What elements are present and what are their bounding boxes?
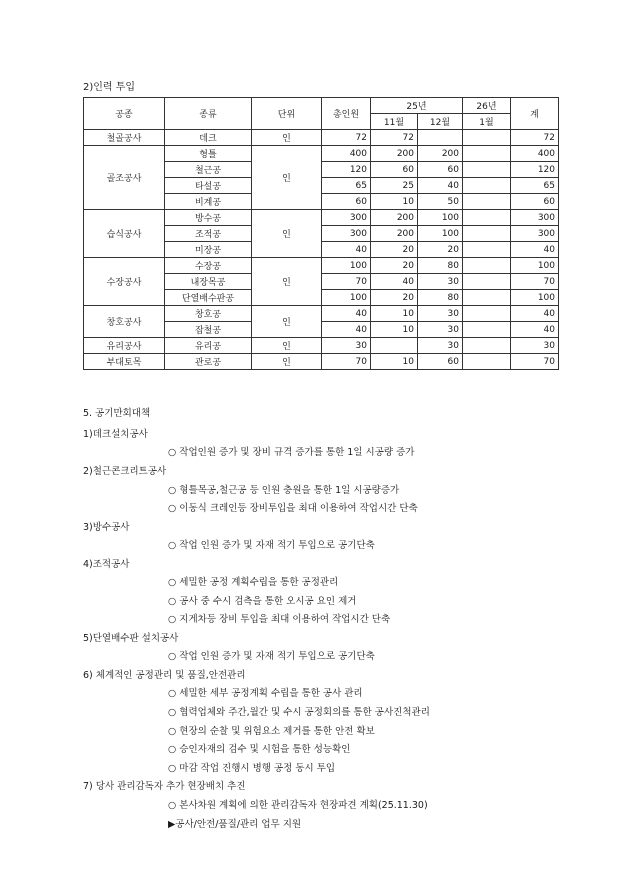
cell-total: 70 <box>322 274 371 290</box>
cell-dec: 100 <box>418 226 463 242</box>
cell-sum: 40 <box>511 306 559 322</box>
cell-nov: 200 <box>371 146 418 162</box>
cell-nov: 20 <box>371 290 418 306</box>
cell-type: 단열배수판공 <box>165 290 252 306</box>
cell-dec: 50 <box>418 194 463 210</box>
cell-type: 미장공 <box>165 242 252 258</box>
cell-total: 72 <box>322 130 371 146</box>
sub-bullet: ▶공사/안전/품질/관리 업무 지원 <box>168 819 302 830</box>
cell-sum: 70 <box>511 354 559 370</box>
bullet-item: ○ 작업인원 증가 및 장비 규격 증가를 통한 1일 시공량 증가 <box>168 447 415 458</box>
section-heading: 4)조적공사 <box>83 559 130 570</box>
bullet-item: ○ 작업 인원 증가 및 자재 적기 투입으로 공기단축 <box>168 540 375 551</box>
cell-dec: 40 <box>418 178 463 194</box>
cell-sum: 60 <box>511 194 559 210</box>
cell-dec: 30 <box>418 306 463 322</box>
cell-sum: 40 <box>511 322 559 338</box>
cell-sum: 72 <box>511 130 559 146</box>
cell-trade: 습식공사 <box>84 210 165 258</box>
cell-dec: 100 <box>418 210 463 226</box>
cell-sum: 30 <box>511 338 559 354</box>
bullet-item: ○ 지게차등 장비 투입을 최대 이용하여 작업시간 단축 <box>168 614 391 625</box>
cell-trade: 유리공사 <box>84 338 165 354</box>
section-heading: 3)방수공사 <box>83 522 130 533</box>
cell-type: 데크 <box>165 130 252 146</box>
cell-trade: 창호공사 <box>84 306 165 338</box>
bullet-item: ○ 본사차원 계획에 의한 관리감독자 현장파견 계획(25.11.30) <box>168 800 428 811</box>
cell-unit: 인 <box>252 258 322 306</box>
cell-sum: 300 <box>511 226 559 242</box>
cell-trade: 철골공사 <box>84 130 165 146</box>
header-nov: 11월 <box>371 114 418 130</box>
section-heading: 2)철근콘크리트공사 <box>83 466 167 477</box>
cell-type: 조적공 <box>165 226 252 242</box>
section-heading: 7) 당사 관리감독자 추가 현장배치 추진 <box>83 781 246 792</box>
cell-total: 400 <box>322 146 371 162</box>
bullet-item: ○ 이동식 크레인등 장비투입을 최대 이용하여 작업시간 단축 <box>168 503 418 514</box>
cell-trade: 부대토목 <box>84 354 165 370</box>
cell-trade: 골조공사 <box>84 146 165 210</box>
cell-dec: 80 <box>418 290 463 306</box>
bullet-item: ○ 형틀목공,철근공 등 인원 충원을 통한 1일 시공량증가 <box>168 485 400 496</box>
cell-dec: 20 <box>418 242 463 258</box>
cell-sum: 65 <box>511 178 559 194</box>
cell-unit: 인 <box>252 146 322 210</box>
cell-sum: 70 <box>511 274 559 290</box>
cell-nov: 25 <box>371 178 418 194</box>
header-trade: 공종 <box>84 98 165 130</box>
bullet-item: ○ 협력업체와 주간,월간 및 수시 공정회의를 통한 공사진척관리 <box>168 707 430 718</box>
cell-dec: 30 <box>418 322 463 338</box>
header-year-26: 26년 <box>463 98 511 114</box>
cell-sum: 40 <box>511 242 559 258</box>
cell-type: 타설공 <box>165 178 252 194</box>
cell-type: 수장공 <box>165 258 252 274</box>
cell-total: 300 <box>322 226 371 242</box>
cell-total: 60 <box>322 194 371 210</box>
bullet-item: ○ 공사 중 수시 검측을 통한 오시공 요인 제거 <box>168 596 357 607</box>
header-year-25: 25년 <box>371 98 463 114</box>
bullet-item: ○ 작업 인원 증가 및 자재 적기 투입으로 공기단축 <box>168 651 375 662</box>
section-heading: 5. 공기만회대책 <box>83 408 151 419</box>
bullet-item: ○ 승인자재의 검수 및 시험을 통한 성능확인 <box>168 744 351 755</box>
bullet-item: ○ 마감 작업 진행시 병행 공정 동시 투입 <box>168 763 336 774</box>
cell-total: 40 <box>322 322 371 338</box>
cell-nov: 10 <box>371 322 418 338</box>
bullet-item: ○ 세밀한 세부 공정계획 수립을 통한 공사 관리 <box>168 688 363 699</box>
cell-total: 30 <box>322 338 371 354</box>
cell-total: 100 <box>322 290 371 306</box>
cell-nov: 72 <box>371 130 418 146</box>
cell-unit: 인 <box>252 130 322 146</box>
cell-type: 방수공 <box>165 210 252 226</box>
cell-nov: 60 <box>371 162 418 178</box>
section-title: 2)인력 투입 <box>83 82 136 93</box>
header-sum: 계 <box>511 98 559 130</box>
header-unit: 단위 <box>252 98 322 130</box>
cell-dec: 30 <box>418 338 463 354</box>
cell-sum: 300 <box>511 210 559 226</box>
cell-total: 40 <box>322 242 371 258</box>
section-heading: 6) 체계적인 공정관리 및 품질,안전관리 <box>83 670 246 681</box>
cell-dec: 200 <box>418 146 463 162</box>
cell-unit: 인 <box>252 210 322 258</box>
cell-type: 내장목공 <box>165 274 252 290</box>
cell-unit: 인 <box>252 338 322 354</box>
cell-dec: 60 <box>418 162 463 178</box>
cell-total: 100 <box>322 258 371 274</box>
cell-type: 철근공 <box>165 162 252 178</box>
cell-sum: 100 <box>511 258 559 274</box>
cell-nov: 200 <box>371 226 418 242</box>
header-jan: 1월 <box>463 114 511 130</box>
cell-unit: 인 <box>252 354 322 370</box>
cell-total: 40 <box>322 306 371 322</box>
header-dec: 12월 <box>418 114 463 130</box>
cell-nov: 10 <box>371 194 418 210</box>
cell-type: 형틀 <box>165 146 252 162</box>
cell-dec: 60 <box>418 354 463 370</box>
cell-total: 70 <box>322 354 371 370</box>
cell-total: 65 <box>322 178 371 194</box>
bullet-item: ○ 현장의 순찰 및 위험요소 제거를 통한 안전 확보 <box>168 726 375 737</box>
cell-total: 120 <box>322 162 371 178</box>
section-heading: 1)데크설치공사 <box>83 429 148 440</box>
cell-type: 창호공 <box>165 306 252 322</box>
cell-trade: 수장공사 <box>84 258 165 306</box>
cell-sum: 100 <box>511 290 559 306</box>
cell-type: 유리공 <box>165 338 252 354</box>
cell-sum: 120 <box>511 162 559 178</box>
cell-nov: 20 <box>371 242 418 258</box>
cell-nov: 10 <box>371 354 418 370</box>
cell-type: 관로공 <box>165 354 252 370</box>
cell-dec: 30 <box>418 274 463 290</box>
section-heading: 5)단열배수판 설치공사 <box>83 633 179 644</box>
header-type: 종류 <box>165 98 252 130</box>
cell-nov: 10 <box>371 306 418 322</box>
cell-nov: 40 <box>371 274 418 290</box>
cell-unit: 인 <box>252 306 322 338</box>
cell-sum: 400 <box>511 146 559 162</box>
cell-type: 비계공 <box>165 194 252 210</box>
cell-dec: 80 <box>418 258 463 274</box>
cell-type: 잡철공 <box>165 322 252 338</box>
cell-total: 300 <box>322 210 371 226</box>
cell-nov: 200 <box>371 210 418 226</box>
cell-nov: 20 <box>371 258 418 274</box>
header-total: 총인원 <box>322 98 371 130</box>
bullet-item: ○ 세밀한 공정 계획수립을 통한 공정관리 <box>168 577 339 588</box>
